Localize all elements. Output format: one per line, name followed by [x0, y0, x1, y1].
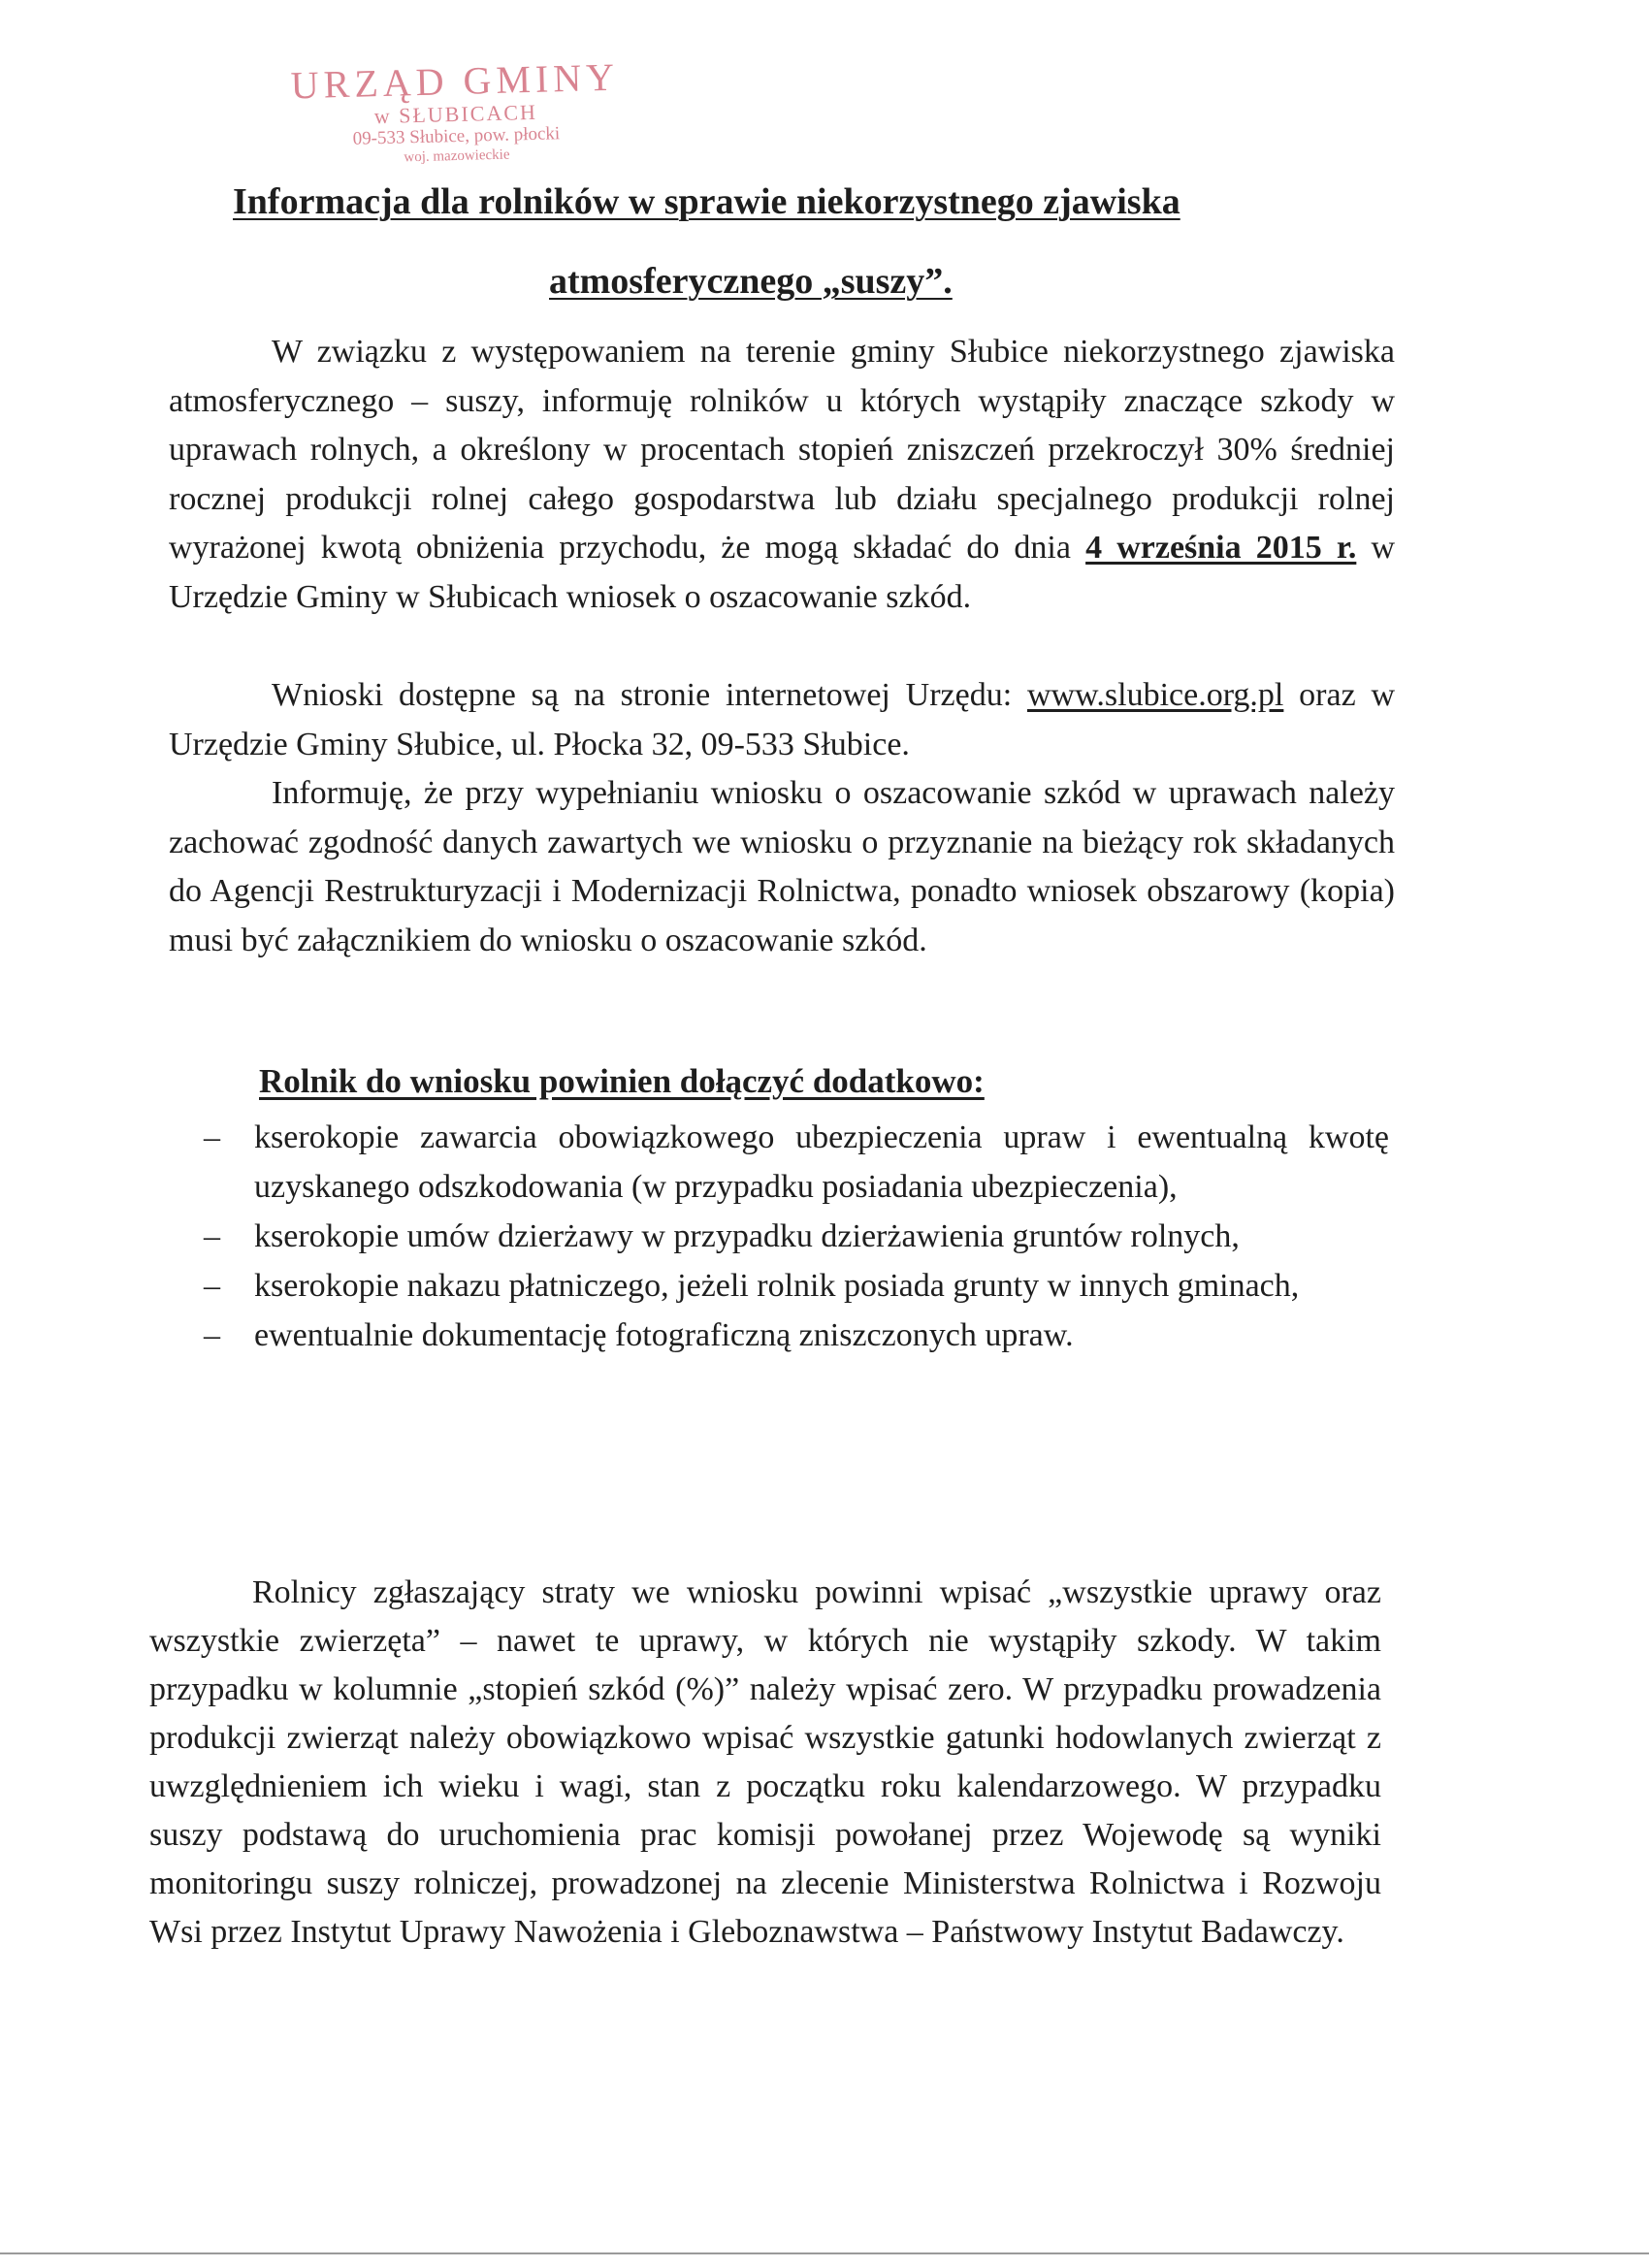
list-bullet: – — [204, 1119, 220, 1155]
list-item-text: ewentualnie dokumentację fotograficzną zniszczonych upraw. — [254, 1317, 1074, 1353]
paragraph-reporting-instructions: Rolnicy zgłaszający straty we wniosku powinni wpisać „wszystkie uprawy oraz wszystkie zwierzęta” – nawet te uprawy, w których nie wystąpiły szkody. W takim przypadku w kolumnie „stopień szkód (%)” należy wpisać zero. W przypadku prowadzenia produkcji zwierząt należy obowiązkowo wpisać wszystkie gatunki hodowlanych zwierząt z uwzględnieniem ich wieku i wagi, stan z początku roku kalendarzowego. W przypadku suszy podstawą do uruchomienia prac komisji powołanej przez Wojewodę są wyniki monitoringu suszy rolniczej, prowadzonej na zlecenie Ministerstwa Rolnictwa i Rozwoju Wsi przez Instytut Uprawy Nawożenia i Gleboznawstwa – Państwowy Instytut Badawczy. — [149, 1574, 1381, 1950]
document-title-line-2: atmosferycznego „suszy”. — [549, 261, 953, 302]
paragraph-drought-notice-text-after: w Urzędzie Gminy w Słubicach wniosek o oszacowanie szkód. — [169, 530, 1395, 615]
list-item — [204, 1311, 1389, 1360]
list-bullet: – — [204, 1268, 220, 1304]
list-item — [204, 1113, 1389, 1212]
list-item-text: kserokopie umów dzierżawy w przypadku dzierżawienia gruntów rolnych, — [254, 1218, 1240, 1254]
stamp-line-voivodeship: woj. mazowieckie — [404, 146, 510, 166]
list-bullet: – — [204, 1317, 220, 1353]
paragraph-forms-text-after: oraz w Urzędzie Gminy Słubice, ul. Płocka 32, 09-533 Słubice. — [169, 677, 1395, 762]
paragraph-forms-text: Wnioski dostępne są na stronie internetowej Urzędu: — [272, 677, 1027, 713]
paragraph-drought-notice — [169, 328, 1395, 622]
stamp-line-office: URZĄD GMINY — [290, 54, 620, 108]
list-item-text: kserokopie zawarcia obowiązkowego ubezpieczenia upraw i ewentualną kwotę uzyskanego odszkodowania (w przypadku posiadania ubezpieczenia), — [254, 1119, 1389, 1205]
stamp-line-address: 09-533 Słubice, pow. płocki — [352, 123, 561, 149]
attachments-heading: Rolnik do wniosku powinien dołączyć dodatkowo: — [259, 1062, 985, 1100]
stamp-line-city: w SŁUBICACH — [373, 99, 538, 129]
office-website-link[interactable]: www.slubice.org.pl — [1026, 677, 1284, 713]
list-bullet: – — [204, 1218, 220, 1254]
paragraph-forms-availability — [169, 671, 1395, 769]
document-title-line-1: Informacja dla rolników w sprawie niekorzystnego zjawiska — [233, 181, 1180, 222]
list-item — [204, 1212, 1389, 1261]
paragraph-data-consistency: Informuję, że przy wypełnianiu wniosku o oszacowanie szkód w uprawach należy zachować zgodność danych zawartych we wniosku o przyznanie na bieżący rok składanych do Agencji Restrukturyzacji i Modernizacji Rolnictwa, ponadto wniosek obszarowy (kopia) musi być załącznikiem do wniosku o oszacowanie szkód. — [169, 775, 1395, 958]
paragraph-drought-notice-text: W związku z występowaniem na terenie gminy Słubice niekorzystnego zjawiska atmosferycznego – suszy, informuję rolników u których wystąpiły znaczące szkody w uprawach rolnych, a określony w procentach stopień zniszczeń przekroczył 30% średniej rocznej produkcji rolnej całego gospodarstwa lub działu specjalnego produkcji rolnej wyrażonej kwotą obniżenia przychodu, że mogą składać do dnia — [169, 334, 1395, 566]
office-stamp — [279, 55, 631, 185]
attachments-list — [204, 1113, 1389, 1360]
list-item-text: kserokopie nakazu płatniczego, jeżeli rolnik posiada grunty w innych gminach, — [254, 1268, 1300, 1304]
deadline-date: 4 września 2015 r. — [1085, 530, 1357, 566]
list-item — [204, 1261, 1389, 1311]
scan-edge-line — [0, 2252, 1649, 2254]
